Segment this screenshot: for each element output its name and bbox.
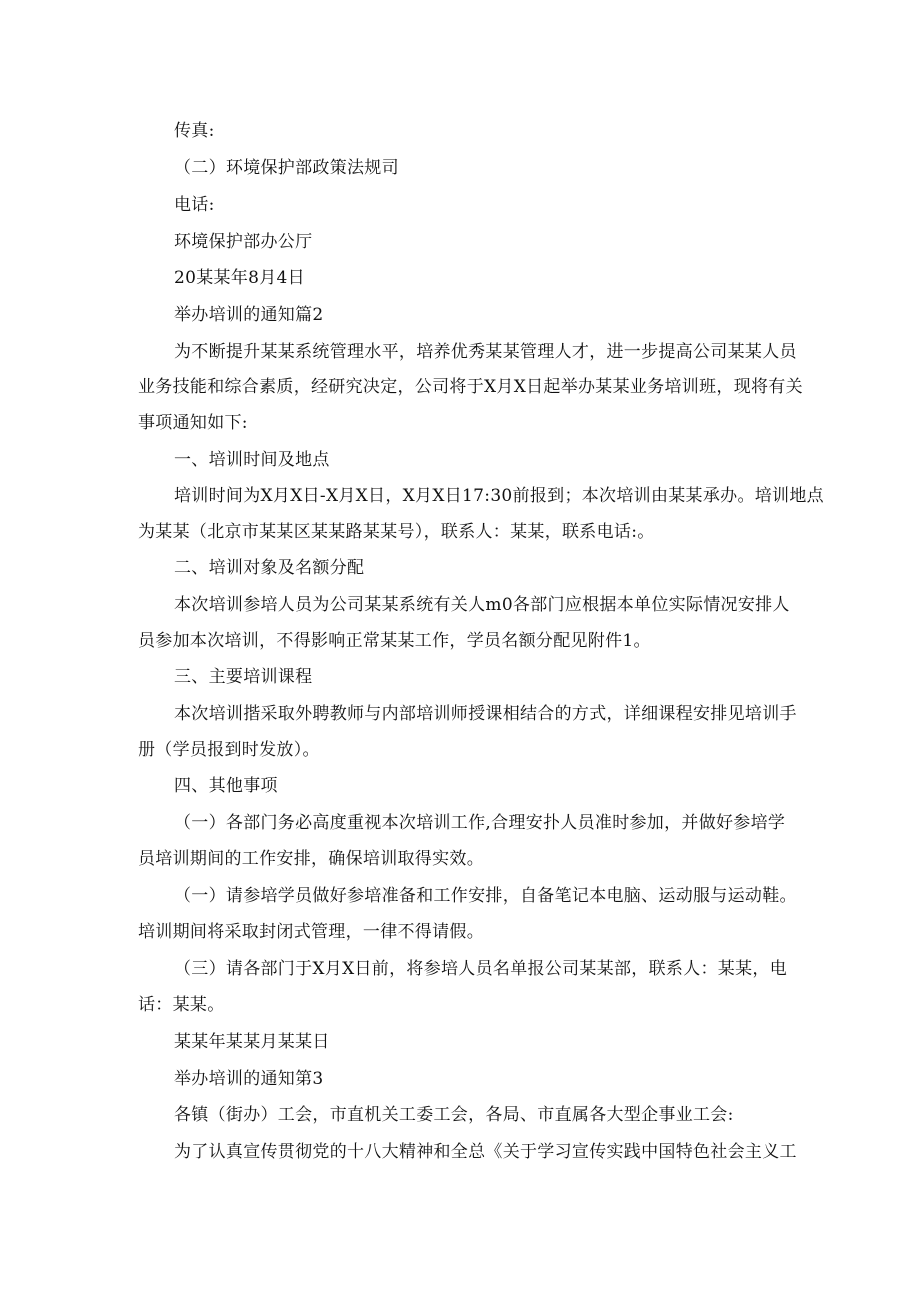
heading-time-location: 一、培训时间及地点	[174, 450, 330, 470]
heading-courses: 三、主要培训课程	[174, 667, 313, 687]
fax-label: 传真:	[174, 121, 215, 141]
paragraph-line: 话：某某。	[138, 995, 225, 1015]
paragraph-line: 培训时间为X月X日-X月X日，X月X日17:30前报到；本次培训由某某承办。培训地点	[174, 486, 824, 506]
issue-date: 20某某年8月4日	[174, 268, 305, 288]
paragraph-line: （一）请参培学员做好参培准备和工作安排，自备笔记本电脑、运动服与运动鞋。	[174, 886, 797, 906]
section-title: 举办培训的通知篇2	[174, 305, 324, 325]
paragraph-line: （三）请各部门于X月X日前，将参培人员名单报公司某某部，联系人：某某，电	[174, 959, 788, 979]
issuer: 环境保护部办公厅	[174, 232, 313, 252]
paragraph-line: 培训期间将采取封闭式管理，一律不得请假。	[138, 922, 484, 942]
paragraph-line: （一）各部门务必高度重视本次培训工作,合理安扑人员准时参加，并做好参培学	[174, 813, 786, 833]
paragraph-line: 册（学员报到时发放）。	[138, 740, 320, 760]
addressees: 各镇（街办）工会，市直机关工委工会，各局、市直属各大型企事业工会:	[174, 1105, 734, 1125]
section-title: 举办培训的通知第3	[174, 1069, 324, 1089]
phone-label: 电话:	[174, 195, 215, 215]
paragraph-line: 为不断提升某某系统管理水平，培养优秀某某管理人才，进一步提高公司某某人员	[174, 342, 797, 362]
paragraph-line: 为某某（北京市某某区某某路某某号），联系人：某某，联系电话:。	[138, 522, 655, 542]
paragraph-line: 本次培训揩采取外聘教师与内部培训师授课相结合的方式，详细课程安排见培训手	[174, 704, 797, 724]
heading-other-matters: 四、其他事项	[174, 776, 278, 796]
paragraph-line: 业务技能和综合素质，经研究决定，公司将于X月X日起举办某某业务培训班，现将有关	[138, 377, 803, 397]
closing-date: 某某年某某月某某日	[174, 1032, 330, 1052]
contact-department: （二）环境保护部政策法规司	[174, 158, 399, 178]
paragraph-line: 本次培训参培人员为公司某某系统有关人m0各部门应根据本单位实际情况安排人	[174, 595, 790, 615]
heading-participants: 二、培训对象及名额分配	[174, 558, 365, 578]
paragraph-line: 为了认真宣传贯彻党的十八大精神和全总《关于学习宣传实践中国特色社会主义工	[174, 1142, 797, 1162]
paragraph-line: 员培训期间的工作安排，确保培训取得实效。	[138, 849, 484, 869]
paragraph-line: 事项通知如下:	[138, 413, 248, 433]
paragraph-line: 员参加本次培训，不得影响正常某某工作，学员名额分配见附件1。	[138, 631, 651, 651]
